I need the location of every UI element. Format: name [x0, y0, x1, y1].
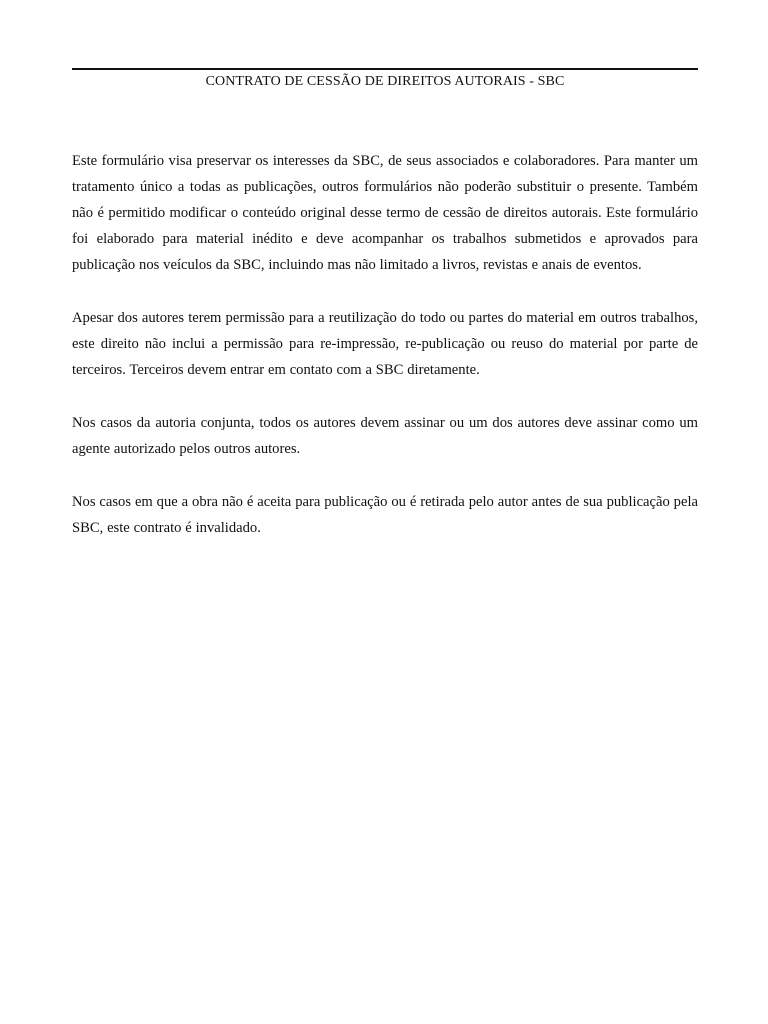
document-title: CONTRATO DE CESSÃO DE DIREITOS AUTORAIS - SBC — [205, 74, 565, 89]
paragraph-purpose: Este formulário visa preservar os interesses da SBC, de seus associados e colaboradores. Para manter um tratamento único a todas as publicações, outros formulários não poderão substituir o presente. Também não é permitido modificar o conteúdo original desse termo de cessão de direitos autorais. Este formulário foi elaborado para material inédito e deve acompanhar os trabalhos submetidos e aprovados para publicação nos veículos da SBC, incluindo mas não limitado a livros, revistas e anais de eventos. — [72, 153, 698, 273]
paragraph-invalidation: Nos casos em que a obra não é aceita para publicação ou é retirada pelo autor antes de sua publicação pela SBC, este contrato é invalidado. — [72, 494, 698, 536]
paragraph-joint-authorship: Nos casos da autoria conjunta, todos os autores devem assinar ou um dos autores deve assinar como um agente autorizado pelos outros autores. — [72, 415, 698, 457]
header-rule — [72, 68, 698, 70]
paragraph-reuse: Apesar dos autores terem permissão para a reutilização do todo ou partes do material em outros trabalhos, este direito não inclui a permissão para re-impressão, re-publicação ou reuso do material por parte de terceiros. Terceiros devem entrar em contato com a SBC diretamente. — [72, 310, 698, 378]
document-body — [72, 148, 698, 568]
